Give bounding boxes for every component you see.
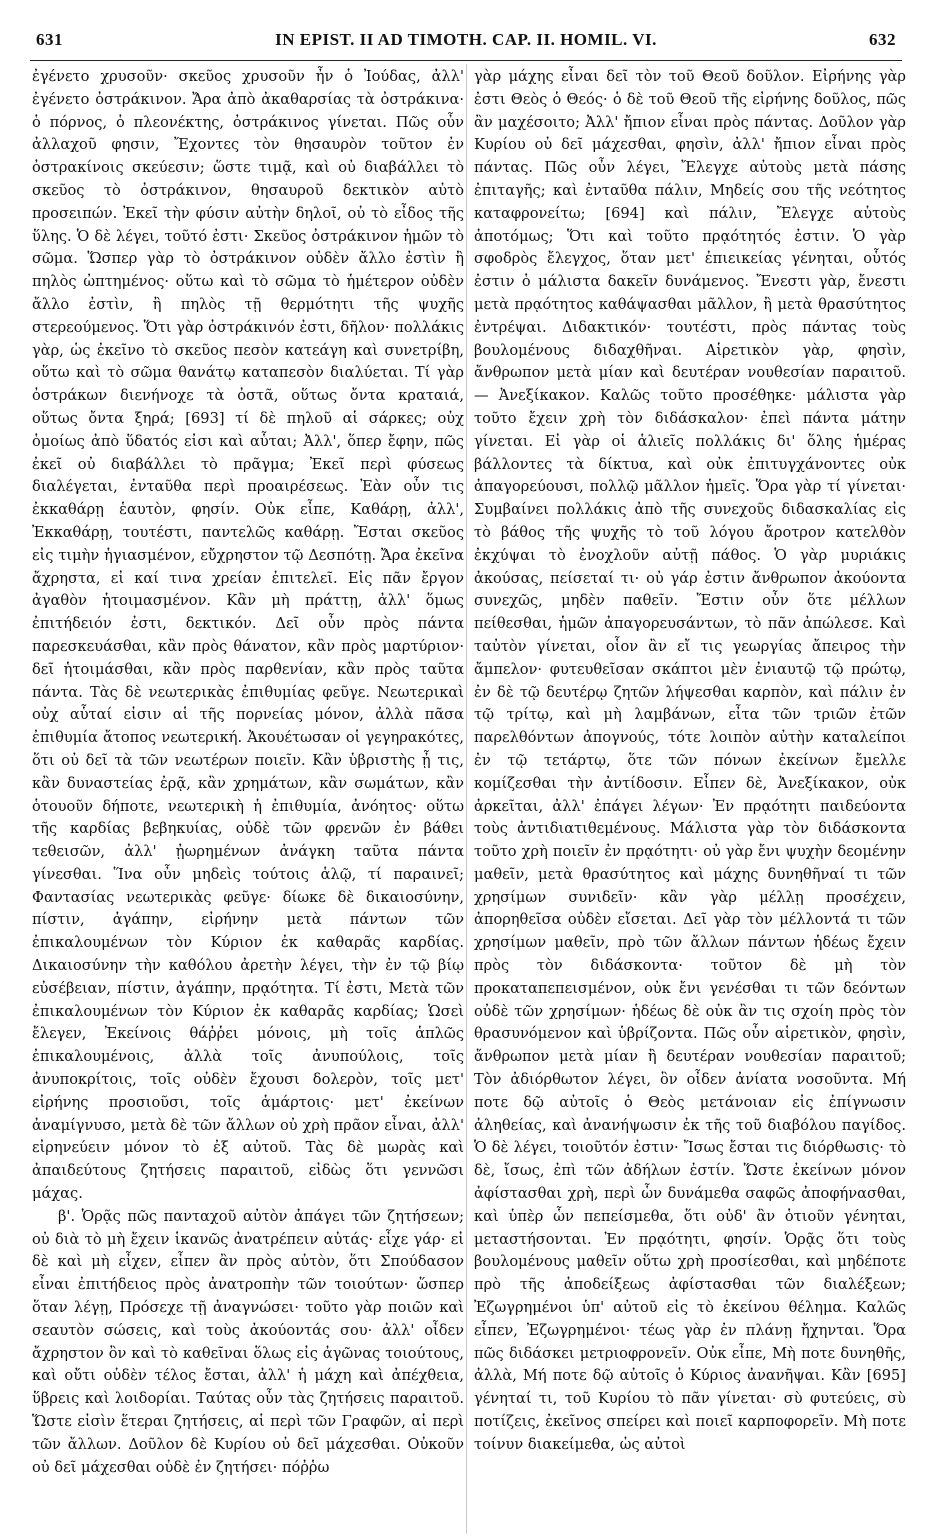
header-rule (30, 60, 902, 61)
running-title: IN EPIST. II AD TIMOTH. CAP. II. HOMIL. VI. (275, 30, 657, 49)
left-page-number: 631 (36, 30, 63, 49)
left-paragraph-2: β'. Ὁρᾷς πῶς πανταχοῦ αὐτὸν ἀπάγει τῶν ζητήσεων; οὐ διὰ τὸ μὴ ἔχειν ἱκανῶς ἀνατρέπειν αὐτάς· εἶχε γάρ· εἰ δὲ καὶ μὴ εἶχεν, εἶπεν ἂν πρὸς αὐτὸν, ὅτι Σπούδασον εἶναι ἐπιτήδειος πρὸς ἀνατροπὴν τῶν τοιούτων· ὥσπερ ὅταν λέγῃ, Πρόσεχε τῇ ἀναγνώσει· τοῦτο γὰρ ποιῶν καὶ σεαυτὸν σώσεις, καὶ τοὺς ἀκούοντάς σου· ἀλλ' οἶδεν ἄχρηστον ὂν καὶ τὸ καθεῖναι ὅλως εἰς ἀγῶνας τοιούτους, καὶ οὔτι οὐδὲν τέλος ἔσται, ἀλλ' ἡ μάχη καὶ ἀπέχθεια, ὕβρεις καὶ λοιδορίαι. Ταύτας οὖν τὰς ζητήσεις παραιτοῦ. Ὥστε εἰσὶν ἕτεραι ζητήσεις, αἱ περὶ τῶν Γραφῶν, αἱ περὶ τῶν ἄλλων. Δοῦλον δὲ Κυρίου οὐ δεῖ μάχεσθαι. Οὐκοῦν οὐ δεῖ μάχεσθαι οὐδὲ ἐν ζητήσει· πόῤῥω (32, 1207, 464, 1476)
left-paragraph-1: ἐγένετο χρυσοῦν· σκεῦος χρυσοῦν ἦν ὁ Ἰούδας, ἀλλ' ἐγένετο ὀστράκινον. Ἄρα ἀπὸ ἀκαθαρσίας τὰ ὀστράκινα· ὁ πόρνος, ὁ πλεονέκτης, ὀστράκινος γίνεται. Πῶς οὖν ἀλλαχοῦ φησιν, Ἔχοντες τὸν θησαυρὸν τοῦτον ἐν ὀστρακίνοις σκεύεσιν; ὥστε τιμᾷ, καὶ οὐ διαβάλλει τὸ σκεῦος τὸ ὀστράκινον, θησαυροῦ δεκτικὸν αὐτὸ προσειπών. Ἐκεῖ τὴν φύσιν αὐτὴν δηλοῖ, οὐ τὸ εἶδος τῆς ὕλης. Ὁ δὲ λέγει, τοῦτό ἐστι· Σκεῦος ὀστράκινον ἡμῶν τὸ σῶμα. Ὥσπερ γὰρ τὸ ὀστράκινον οὐδὲν ἄλλο ἐστὶν ἢ πηλὸς ὠπτημένος· οὕτω καὶ τὸ σῶμα τὸ ἡμέτερον οὐδὲν ἄλλο ἐστὶν, ἢ πηλὸς τῇ θερμότητι τῆς ψυχῆς στερεούμενος. Ὅτι γὰρ ὀστράκινόν ἐστι, δῆλον· πολλάκις γὰρ, ὡς ἐκεῖνο τὸ σκεῦος πεσὸν κατεάγη καὶ συνετρίβη, οὕτω καὶ τὸ σῶμα θανάτῳ καταπεσὸν διαλύεται. Τί γὰρ ὀστράκων διενήνοχε τὰ ὀστᾶ, οὕτως ὄντα κραταιά, οὕτως ὄντα ξηρά; [693] τί δὲ πηλοῦ αἱ σάρκες; οὐχ ὁμοίως ἀπὸ ὕδατός εἰσι καὶ αὗται; Ἀλλ', ὅπερ ἔφην, πῶς ἐκεῖ οὐ διαβάλλει τὸ πρᾶγμα; Ἐκεῖ περὶ φύσεως διαλέγεται, ἐνταῦθα περὶ προαιρέσεως. Ἐὰν οὖν τις ἐκκαθάρῃ ἑαυτὸν, φησίν. Οὐκ εἶπε, Καθάρῃ, ἀλλ', Ἐκκαθάρῃ, τουτέστι, παντελῶς καθάρῃ. Ἔσται σκεῦος εἰς τιμὴν ἡγιασμένον, εὔχρηστον τῷ Δεσπότῃ. Ἄρα ἐκεῖνα ἄχρηστα, εἰ καί τινα χρείαν ἐπιτελεῖ. Εἰς πᾶν ἔργον ἀγαθὸν ἡτοιμασμένον. Κἂν μὴ πράττῃ, ἀλλ' ὅμως ἐπιτήδειόν ἐστι, δεκτικόν. Δεῖ οὖν πρὸς πάντα παρεσκευάσθαι, κἂν πρὸς θάνατον, κἂν πρὸς μαρτύριον· δεῖ ἡτοιμάσθαι, κἂν πρὸς παρθενίαν, κἂν πρὸς ταῦτα πάντα. Τὰς δὲ νεωτερικὰς ἐπιθυμίας φεῦγε. Νεωτερικαὶ οὐχ αὗταί εἰσιν αἱ τῆς πορνείας μόνον, ἀλλὰ πᾶσα ἐπιθυμία ἄτοπος νεωτερική. Ἀκουέτωσαν οἱ γεγηρακότες, ὅτι οὐ δεῖ τὰ τῶν νεωτέρων ποιεῖν. Κἂν ὑβριστὴς ᾖ τις, κἂν δυναστείας ἐρᾷ, κἂν χρημάτων, κἂν σωμάτων, κἂν ὁτουοῦν δήποτε, νεωτερικὴ ἡ ἐπιθυμία, ἀνόητος· οὕτω τῆς καρδίας βεβηκυίας, οὐδὲ τῶν φρενῶν ἐν βάθει τεθεισῶν, ἀλλ' ᾐωρημένων ἀνάγκη ταῦτα πάντα γίνεσθαι. Ἵνα οὖν μηδεὶς τούτοις ἁλῷ, τί παραινεῖ; Φαντασίας νεωτερικὰς φεῦγε· δίωκε δὲ δικαιοσύνην, πίστιν, ἀγάπην, εἰρήνην μετὰ πάντων τῶν ἐπικαλουμένων τὸν Κύριον ἐκ καθαρᾶς καρδίας. Δικαιοσύνην τὴν καθόλου ἀρετὴν λέγει, τὴν ἐν τῷ βίῳ εὐσέβειαν, πίστιν, ἀγάπην, πρᾳότητα. Τί ἐστι, Μετὰ τῶν ἐπικαλουμένων τὸν Κύριον ἐκ καθαρᾶς καρδίας; Ὡσεὶ ἔλεγεν, Ἐκείνοις θάῤῥει μόνοις, μὴ τοῖς ἁπλῶς ἐπικαλουμένοις, ἀλλὰ τοῖς ἀνυπούλοις, τοῖς ἀνυποκρίτοις, τοῖς οὐδὲν ἔχουσι δολερὸν, τοῖς μετ' εἰρήνης προσιοῦσι, τοῖς ἁμάρτοις· μετ' ἐκείνων ἀναμίγνυσο, μετὰ δὲ τῶν ἄλλων οὐ χρὴ πρᾶον εἶναι, ἀλλ' εἰρηνεύειν μόνον τὸ ἐξ αὐτοῦ. Τὰς δὲ μωρὰς καὶ ἀπαιδεύτους ζητήσεις παραιτοῦ, εἰδὼς ὅτι γεννῶσι μάχας. (32, 68, 464, 1203)
right-column (474, 66, 906, 1457)
right-page-number: 632 (869, 30, 896, 49)
page-header (36, 30, 896, 56)
right-paragraph-1: γὰρ μάχης εἶναι δεῖ τὸν τοῦ Θεοῦ δοῦλον. Εἰρήνης γὰρ ἐστι Θεὸς ὁ Θεός· ὁ δὲ τοῦ Θεοῦ τῆς εἰρήνης δοῦλος, πῶς ἂν μαχέσοιτο; Ἀλλ' ἤπιον εἶναι πρὸς πάντας. Δοῦλον γὰρ Κυρίου οὐ δεῖ μάχεσθαι, φησὶν, ἀλλ' ἤπιον εἶναι πρὸς πάντας. Πῶς οὖν λέγει, Ἔλεγχε αὐτοὺς μετὰ πάσης ἐπιταγῆς; καὶ ἐνταῦθα πάλιν, Μηδείς σου τῆς νεότητος καταφρονείτω; [694] καὶ πάλιν, Ἔλεγχε αὐτοὺς ἀποτόμως; Ὅτι καὶ τοῦτο πρᾳότητός ἐστιν. Ὁ γὰρ σφοδρὸς ἔλεγχος, ὅταν μετ' ἐπιεικείας γένηται, οὗτός ἐστιν ὁ μάλιστα δακεῖν δυνάμενος. Ἔνεστι γὰρ, ἔνεστι μετὰ πρᾳότητος καθάψασθαι μᾶλλον, ἢ μετὰ θρασύτητος ἐντρέψαι. Διδακτικόν· τουτέστι, πρὸς πάντας τοὺς βουλομένους διδαχθῆναι. Αἱρετικὸν γὰρ, φησὶν, ἄνθρωπον μετὰ μίαν καὶ δευτέραν νουθεσίαν παραιτοῦ. — Ἀνεξίκακον. Καλῶς τοῦτο προσέθηκε· μάλιστα γὰρ τοῦτο ἔχειν χρὴ τὸν διδάσκαλον· ἐπεὶ πάντα μάτην γίνεται. Εἰ γὰρ οἱ ἁλιεῖς πολλάκις δι' ὅλης ἡμέρας βάλλοντες τὰ δίκτυα, καὶ οὐκ ἐπιτυγχάνοντες οὐκ ἀπαγορεύουσι, πολλῷ μᾶλλον ἡμεῖς. Ὅρα γὰρ τί γίνεται· Συμβαίνει πολλάκις ἀπὸ τῆς συνεχοῦς διδασκαλίας εἰς τὸ βάθος τῆς ψυχῆς τὸ τοῦ λόγου ἄροτρον κατελθὸν ἐκχύψαι τὸ ἐνοχλοῦν αὐτῇ πάθος. Ὁ γὰρ μυριάκις ἀκούσας, πείσεταί τι· οὐ γάρ ἐστιν ἄνθρωπον ἀκούοντα συνεχῶς, μηδὲν παθεῖν. Ἔστιν οὖν ὅτε μέλλων πείθεσθαι, ἡμῶν ἀπαγορευσάντων, τὸ πᾶν ἀπώλεσε. Καὶ ταὐτὸν γίνεται, οἷον ἂν εἴ τις γεωργίας ἄπειρος τὴν ἄμπελον· φυτευθεῖσαν σκάπτοι μὲν ἐνιαυτῷ τῷ πρώτῳ, ἐν δὲ τῷ δευτέρῳ ζητῶν λήψεσθαι καρπὸν, καὶ πάλιν ἐν τῷ τρίτῳ, καὶ μὴ λαμβάνων, εἶτα τῶν τριῶν ἐτῶν παρελθόντων ἀπογνούς, τότε λοιπὸν αὐτὴν καταλείποι ἐν τῷ τετάρτῳ, ὅτε τῶν πόνων ἐκείνων ἔμελλε κομίζεσθαι τὴν ἀντίδοσιν. Εἶπεν δὲ, Ἀνεξίκακον, οὐκ ἀρκεῖται, ἀλλ' ἐπάγει λέγων· Ἐν πρᾳότητι παιδεύοντα τοὺς ἀντιδιατιθεμένους. Μάλιστα γὰρ τὸν διδάσκοντα τοῦτο χρὴ ποιεῖν ἐν πρᾳότητι· οὐ γὰρ ἔνι ψυχὴν δεομένην μαθεῖν, μετὰ θρασύτητος καὶ μάχης δυνηθῆναί τι τῶν χρησίμων συνιδεῖν· κἂν γὰρ μέλλῃ προσέχειν, ἀπορηθεῖσα οὐδὲν εἴσεται. Δεῖ γὰρ τὸν μέλλοντά τι τῶν χρησίμων μαθεῖν, πρὸ τῶν ἄλλων πάντων ἡδέως ἔχειν πρὸς τὸν διδάσκοντα· τοῦτον δὲ μὴ τὸν προκαταπεπεισμένον, οὐκ ἔνι γενέσθαι τι τῶν δεόντων οὐδὲ τῶν χρησίμων· ἡδέως δὲ οὐκ ἂν τις σχοίη πρὸς τὸν θρασυνόμενον καὶ ὑβρίζοντα. Πῶς οὖν αἱρετικὸν, φησὶν, ἄνθρωπον μετὰ μίαν ἢ δευτέραν νουθεσίαν παραιτοῦ; Τὸν ἀδιόρθωτον λέγει, ὃν οἶδεν ἀνίατα νοσοῦντα. Μή ποτε δῷ αὐτοῖς ὁ Θεὸς μετάνοιαν εἰς ἐπίγνωσιν ἀληθείας, καὶ ἀνανήψωσιν ἐκ τῆς τοῦ διαβόλου παγίδος. Ὁ δὲ λέγει, τοιοῦτόν ἐστιν· Ἴσως ἔσται τις διόρθωσις· τὸ δὲ, ἴσως, ἐπὶ τῶν ἀδήλων ἐστίν. Ὥστε ἐκείνων μόνον ἀφίστασθαι χρὴ, περὶ ὧν δυνάμεθα σαφῶς ἀποφήνασθαι, καὶ ὑπὲρ ὧν πεπείσμεθα, ὅτι οὐδ' ἂν ὁτιοῦν γένηται, μεταστήσονται. Ἐν πρᾳότητι, φησίν. Ὁρᾷς ὅτι τοὺς βουλομένους μαθεῖν οὕτω χρὴ προσίεσθαι, καὶ μηδέποτε πρὸ τῆς ἀποδείξεως ἀφίστασθαι τῶν διαλέξεων; Ἐζωγρημένοι ὑπ' αὐτοῦ εἰς τὸ ἐκείνου θέλημα. Καλῶς εἶπεν, Ἐζωγρημένοι· τέως γὰρ ἐν πλάνῃ ἤχηνται. Ὅρα πῶς διδάσκει μετριοφρονεῖν. Οὐκ εἶπε, Μὴ ποτε δυνηθῆς, ἀλλὰ, Μή ποτε δῷ αὐτοῖς ὁ Κύριος ἀνανῆψαι. Κἂν [695] γένηταί τι, τοῦ Κυρίου τὸ πᾶν γίνεται· σὺ φυτεύεις, σὺ ποτίζεις, ἐκεῖνος σπείρει καὶ ποιεῖ καρποφορεῖν. Μὴ ποτε τοίνυν διακείμεθα, ὡς αὐτοὶ (474, 68, 906, 1453)
column-divider (466, 64, 467, 1534)
left-column (32, 66, 464, 1479)
